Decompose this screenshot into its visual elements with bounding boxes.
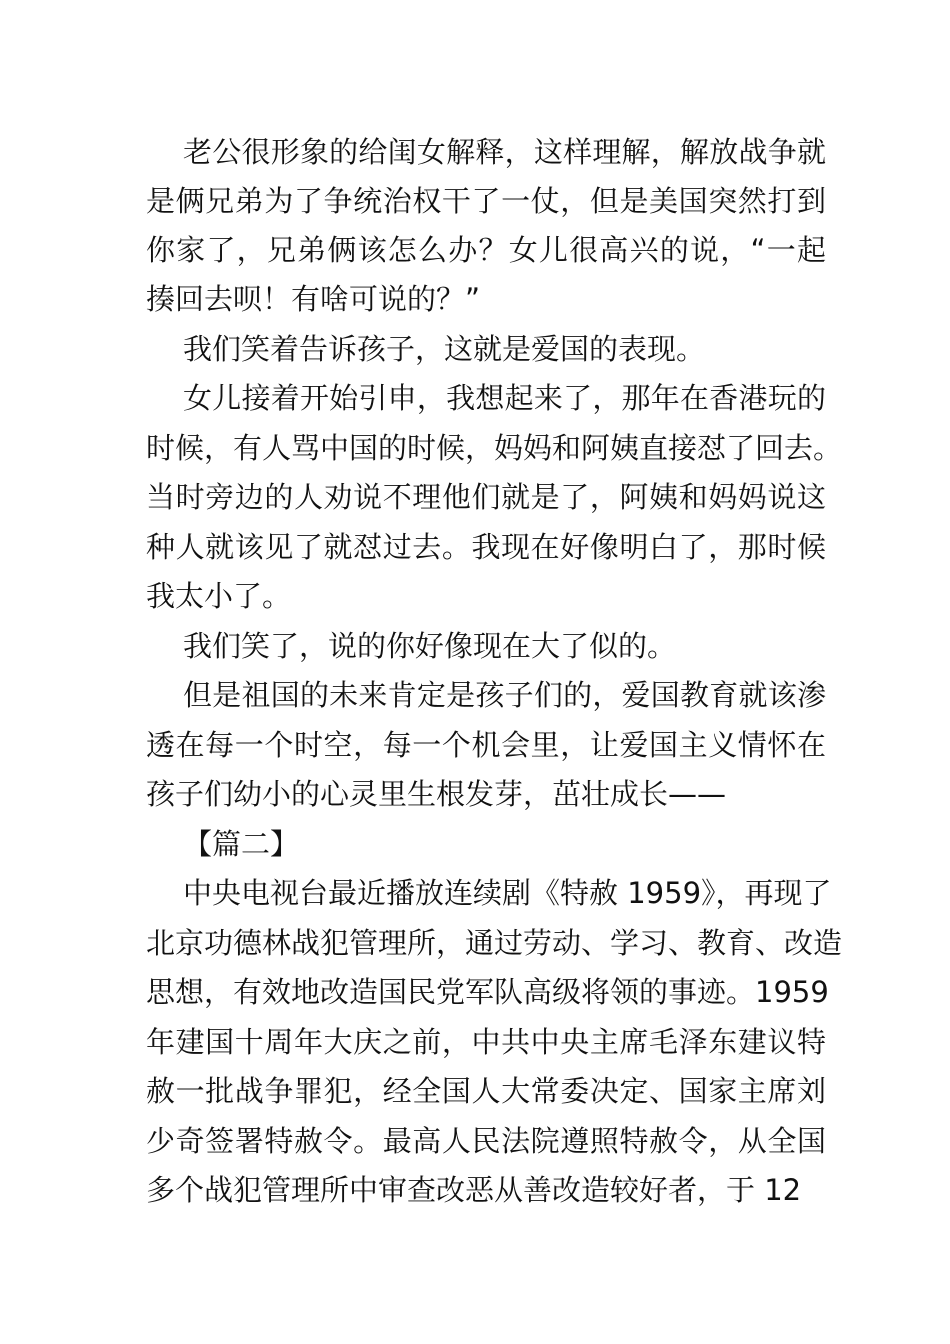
paragraph-7-line-7: 多个战犯管理所中审查改恶从善改造较好者，于 12: [146, 1173, 802, 1207]
section-heading: 【篇二】: [183, 827, 300, 861]
paragraph-5-line-1: 但是祖国的未来肯定是孩子们的，爱国教育就该渗: [183, 678, 826, 712]
paragraph-3-line-3: 当时旁边的人劝说不理他们就是了，阿姨和妈妈说这: [146, 480, 826, 514]
paragraph-1-line-1: 老公很形象的给闺女解释，这样理解，解放战争就: [183, 135, 826, 169]
paragraph-7-line-4: 年建国十周年大庆之前，中共中央主席毛泽东建议特: [146, 1025, 826, 1059]
paragraph-2-line-1: 我们笑着告诉孩子，这就是爱国的表现。: [183, 332, 706, 366]
paragraph-3-line-1: 女儿接着开始引申，我想起来了，那年在香港玩的: [183, 381, 826, 415]
paragraph-7-line-5: 赦一批战争罪犯，经全国人大常委决定、国家主席刘: [146, 1074, 826, 1108]
paragraph-7-line-6: 少奇签署特赦令。最高人民法院遵照特赦令，从全国: [146, 1124, 826, 1158]
paragraph-3-line-2: 时候，有人骂中国的时候，妈妈和阿姨直接怼了回去。: [146, 431, 843, 465]
paragraph-7-line-2: 北京功德林战犯管理所，通过劳动、学习、教育、改造: [146, 926, 843, 960]
paragraph-1-line-3: 你家了，兄弟俩该怎么办？女儿很高兴的说，“一起: [146, 233, 826, 267]
paragraph-4-line-1: 我们笑了，说的你好像现在大了似的。: [183, 629, 677, 663]
paragraph-1-line-2: 是俩兄弟为了争统治权干了一仗，但是美国突然打到: [146, 184, 826, 218]
paragraph-3-line-4: 种人就该见了就怼过去。我现在好像明白了，那时候: [146, 530, 826, 564]
paragraph-7-line-1: 中央电视台最近播放连续剧《特赦 1959》，再现了: [183, 876, 832, 910]
paragraph-1-line-4: 揍回去呗！有啥可说的？”: [146, 282, 481, 316]
paragraph-5-line-2: 透在每一个时空，每一个机会里，让爱国主义情怀在: [146, 728, 826, 762]
paragraph-7-line-3: 思想，有效地改造国民党军队高级将领的事迹。1959: [146, 975, 829, 1009]
paragraph-5-line-3: 孩子们幼小的心灵里生根发芽，茁壮成长——: [146, 777, 727, 811]
paragraph-3-line-5: 我太小了。: [146, 579, 292, 613]
